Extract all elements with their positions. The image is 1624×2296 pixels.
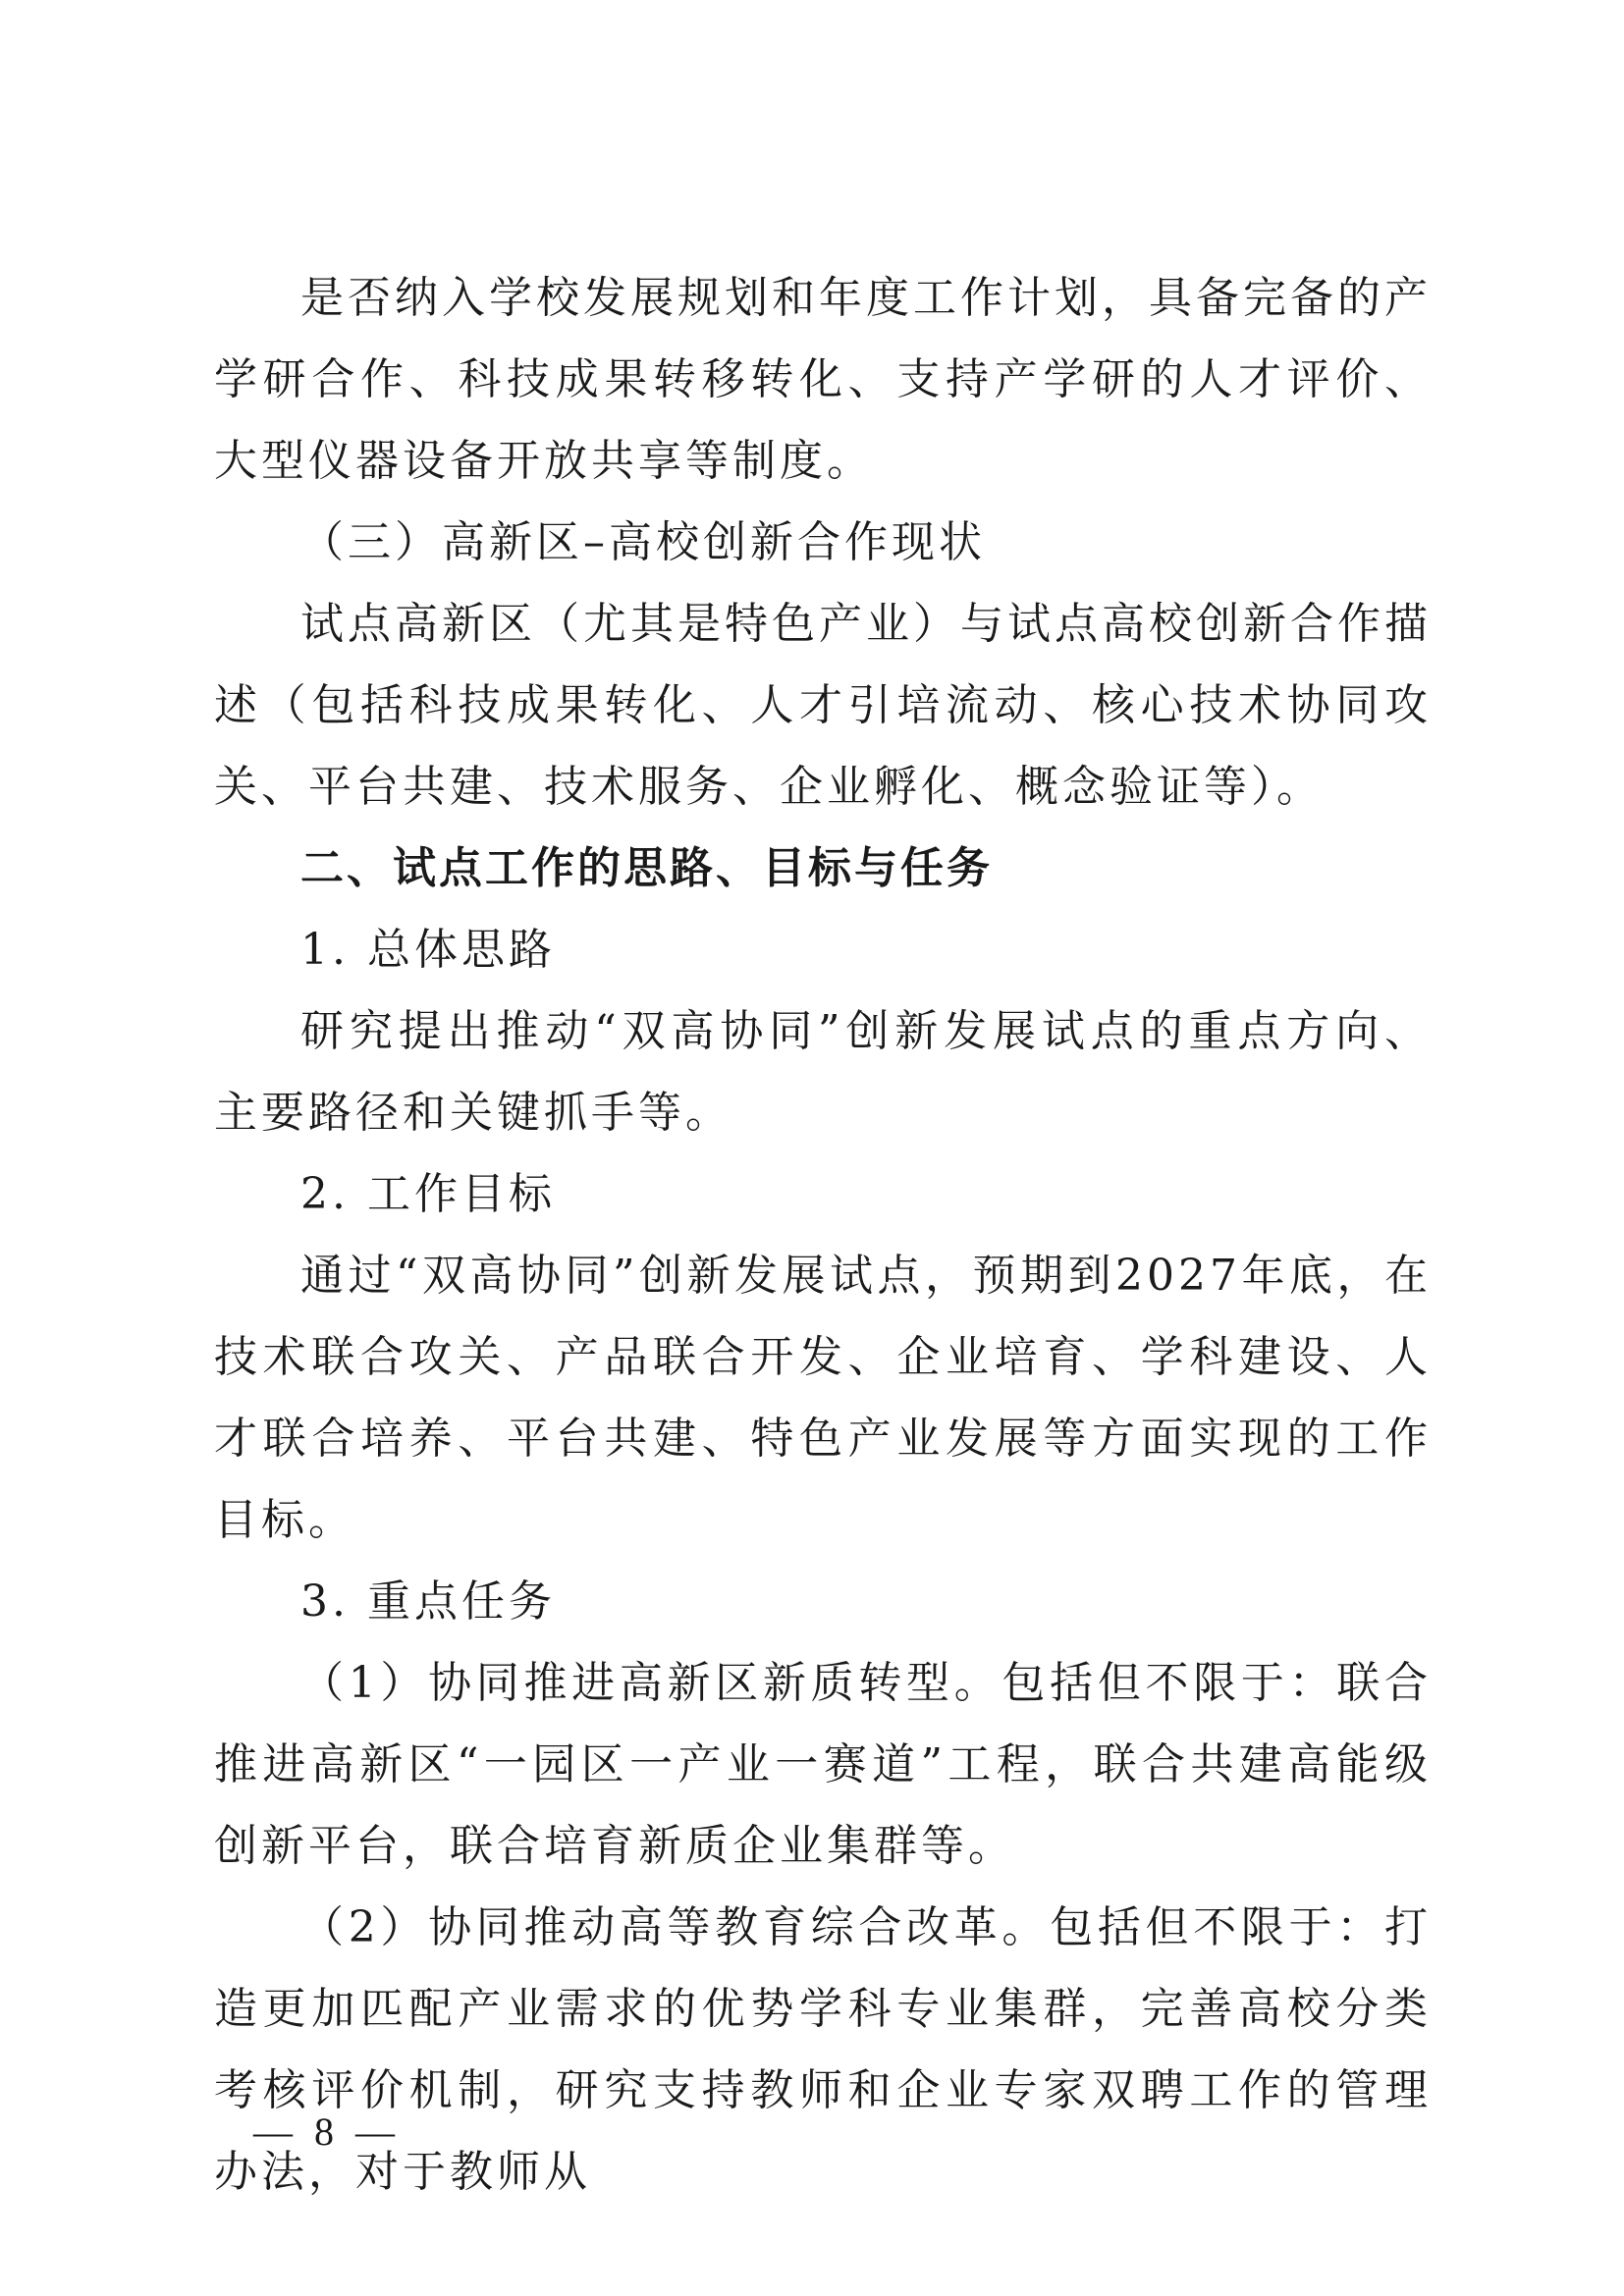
paragraph-school-planning: 是否纳入学校发展规划和年度工作计划，具备完备的产学研合作、科技成果转移转化、支持产学研的人才评价、大型仪器设备开放共享等制度。 — [214, 273, 1432, 486]
paragraph-task-2: （2）协同推动高等教育综合改革。包括但不限于：打造更加匹配产业需求的优势学科专业集群，完善高校分类考核评价机制，研究支持教师和企业专家双聘工作的管理办法，对于教师从 — [214, 1902, 1432, 2197]
paragraph-task-1: （1）协同推进高新区新质转型。包括但不限于：联合推进高新区“一园区一产业一赛道”工程，联合共建高能级创新平台，联合培育新质企业集群等。 — [214, 1658, 1432, 1871]
paragraph-work-goals: 通过“双高协同”创新发展试点，预期到2027年底，在技术联合攻关、产品联合开发、企业培育、学科建设、人才联合培养、平台共建、特色产业发展等方面实现的工作目标。 — [214, 1251, 1432, 1545]
heading-key-tasks: 3. 重点任务 — [300, 1576, 556, 1627]
heading-cooperation-status: （三）高新区–高校创新合作现状 — [300, 517, 986, 567]
paragraph-overall-approach: 研究提出推动“双高协同”创新发展试点的重点方向、主要路径和关键抓手等。 — [214, 1006, 1432, 1138]
paragraph-cooperation-description: 试点高新区（尤其是特色产业）与试点高校创新合作描述（包括科技成果转化、人才引培流动、核心技术协同攻关、平台共建、技术服务、企业孵化、概念验证等）。 — [214, 599, 1432, 812]
heading-overall-approach: 1. 总体思路 — [300, 925, 556, 975]
page-number: — 8 — — [253, 2109, 401, 2154]
document-body — [214, 257, 1432, 2213]
section-heading-pilot-work: 二、试点工作的思路、目标与任务 — [300, 843, 993, 893]
heading-work-goals: 2. 工作目标 — [300, 1169, 556, 1219]
